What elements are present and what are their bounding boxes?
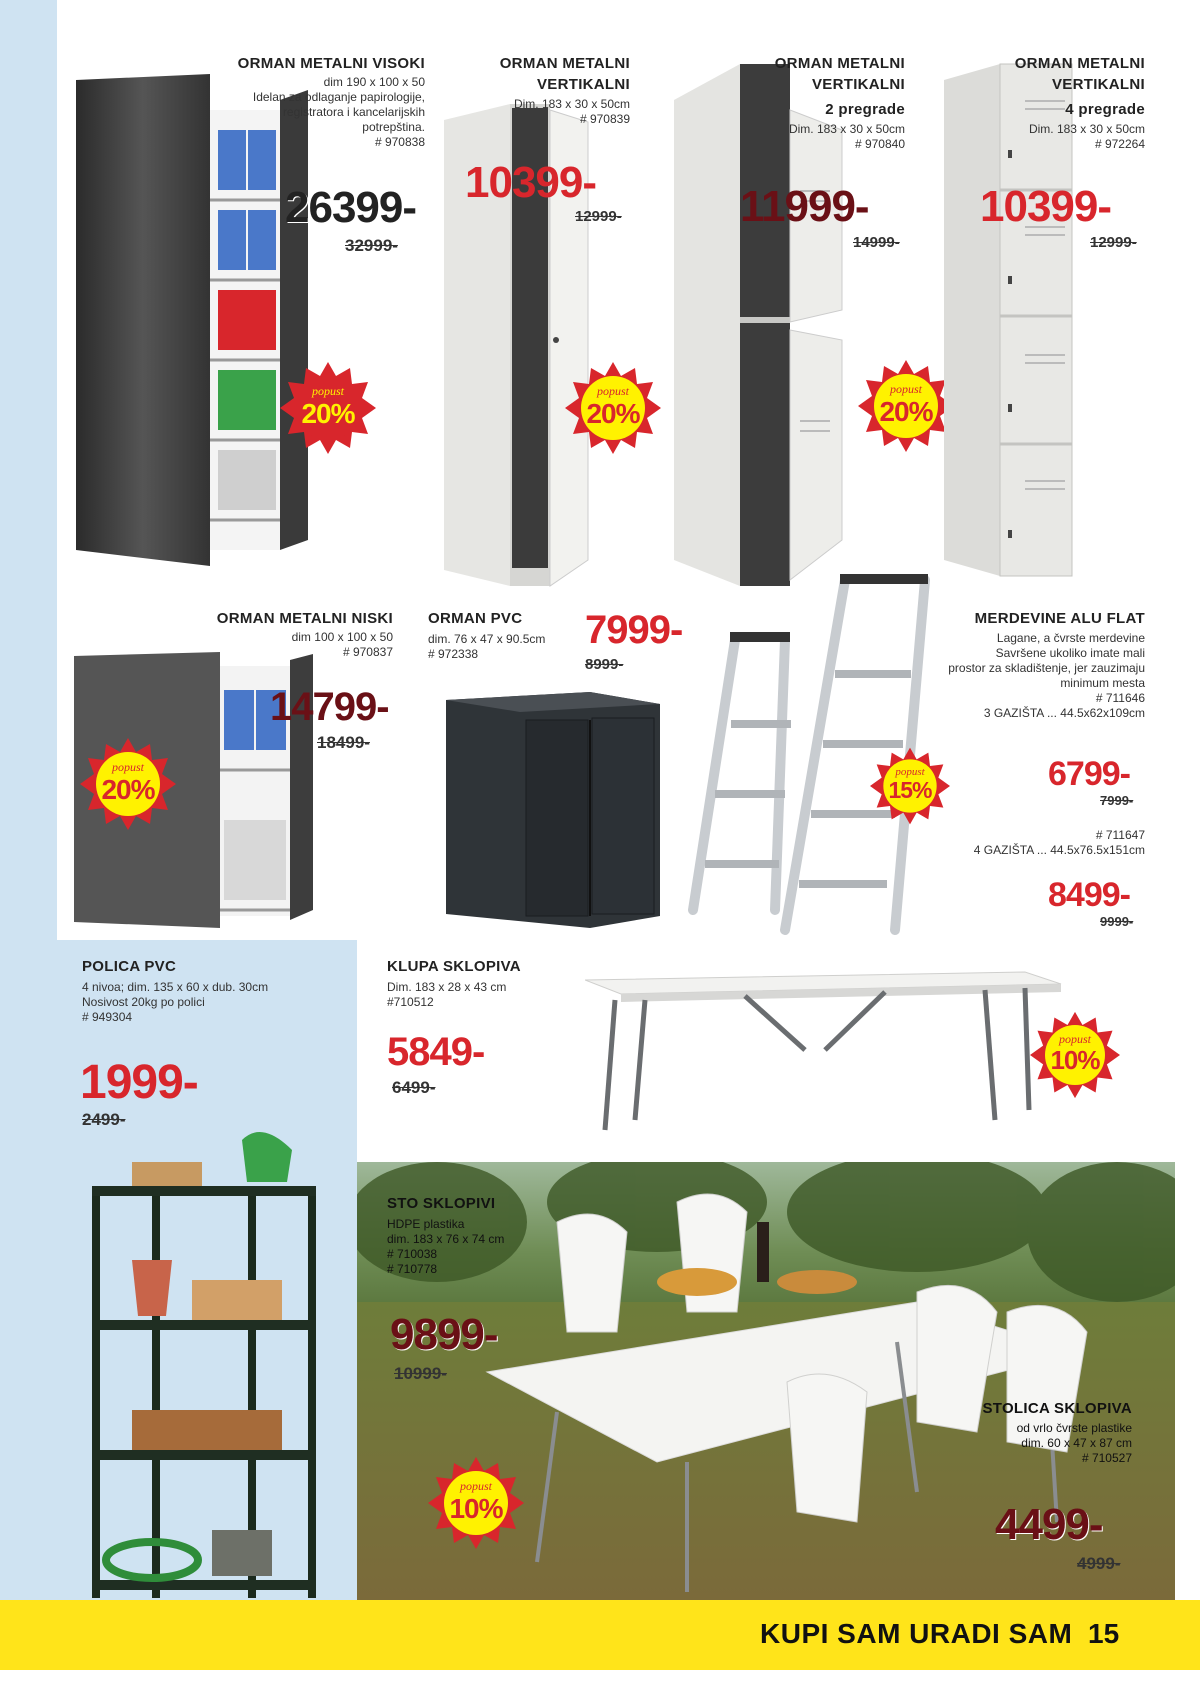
desc-line: # 970838: [374, 135, 425, 149]
desc-line: #710512: [387, 995, 434, 1009]
product-title: STOLICA SKLOPIVA: [982, 1400, 1132, 1417]
product-price: 26399-: [285, 183, 417, 232]
product-price: 1999-: [80, 1056, 198, 1109]
discount-badge: [280, 360, 376, 456]
product-code: # 711647: [1095, 828, 1145, 842]
polica-image: [72, 1120, 322, 1600]
desc-line: Dim. 183 x 28 x 43 cm: [387, 980, 507, 994]
product-description: [860, 828, 1145, 858]
product-old-price: 12999-: [1090, 234, 1137, 251]
badge-label: popust: [311, 384, 344, 398]
product-description: [428, 632, 545, 662]
product-description: [387, 980, 506, 1010]
klupa-image: [585, 970, 1065, 1140]
desc-line: dim 100 x 100 x 50: [291, 630, 393, 644]
badge-percent: 20%: [586, 398, 640, 429]
product-price: 14799-: [270, 685, 389, 729]
desc-line: Lagane, a čvrste merdevine: [996, 631, 1145, 645]
product-title: VERTIKALNI: [812, 76, 905, 93]
product-title: POLICA PVC: [82, 958, 177, 975]
discount-badge: [1030, 1010, 1120, 1100]
discount-badge: [565, 360, 661, 456]
badge-percent: 15%: [888, 777, 932, 803]
desc-line: Nosivost 20kg po polici: [82, 995, 205, 1009]
product-title: KLUPA SKLOPIVA: [387, 958, 521, 975]
badge-percent: 10%: [1050, 1045, 1100, 1075]
footer-slogan: KUPI SAM URADI SAM: [760, 1618, 1073, 1649]
desc-line: minimum mesta: [1060, 676, 1145, 690]
product-price: 5849-: [387, 1030, 485, 1074]
desc-line: dim. 60 x 47 x 87 cm: [1021, 1436, 1132, 1450]
desc-line: # 710038: [387, 1247, 438, 1261]
desc-line: registratora i kancelarijskih: [282, 105, 425, 119]
desc-line: dim. 76 x 47 x 90.5cm: [428, 632, 546, 646]
product-title: ORMAN METALNI NISKI: [216, 610, 393, 627]
desc-line: prostor za skladištenje, jer zauzimaju: [948, 661, 1145, 675]
product-description: [940, 122, 1145, 152]
desc-line: 4 nivoa; dim. 135 x 60 x dub. 30cm: [82, 980, 269, 994]
badge-label: popust: [596, 384, 629, 398]
badge-label: popust: [111, 760, 144, 774]
desc-line: # 972338: [428, 647, 479, 661]
bottom-margin: [0, 1670, 1200, 1698]
product-title: ORMAN METALNI: [774, 55, 905, 72]
product-old-price: 4999-: [1077, 1554, 1121, 1573]
badge-label: popust: [459, 1479, 492, 1493]
desc-line: Dim. 183 x 30 x 50cm: [1028, 122, 1145, 136]
badge-percent: 10%: [449, 1493, 503, 1524]
product-price: 4499-: [995, 1500, 1103, 1549]
desc-line: Dim. 183 x 30 x 50cm: [513, 97, 630, 111]
badge-percent: 20%: [101, 774, 155, 805]
desc-line: # 710527: [1081, 1451, 1132, 1465]
product-price: 11999-: [740, 182, 869, 231]
product-description: [150, 75, 425, 150]
product-old-price: 7999-: [1100, 793, 1134, 808]
product-subtitle: 4 pregrade: [1065, 101, 1145, 118]
badge-label: popust: [1058, 1032, 1091, 1046]
product-old-price: 12999-: [575, 208, 622, 225]
side-strip: [0, 0, 57, 1698]
discount-badge: [80, 736, 176, 832]
product-title: VERTIKALNI: [1052, 76, 1145, 93]
product-code: # 711646: [1095, 691, 1145, 705]
product-old-price: 32999-: [345, 236, 398, 255]
desc-line: Dim. 183 x 30 x 50cm: [788, 122, 905, 136]
desc-line: Idelan za odlaganje papirologije,: [252, 90, 425, 104]
variant-desc: 3 GAZIŠTA ... 44.5x62x109cm: [983, 706, 1145, 720]
desc-line: # 949304: [82, 1010, 133, 1024]
product-old-price: 2499-: [82, 1110, 126, 1129]
product-price: 10399-: [980, 182, 1112, 231]
desc-line: od vrlo čvrste plastike: [1016, 1421, 1132, 1435]
product-description: [150, 630, 393, 660]
product-old-price: 9999-: [1100, 914, 1134, 929]
product-old-price: 6499-: [392, 1078, 436, 1097]
product-title: ORMAN METALNI: [1014, 55, 1145, 72]
product-price: 9899-: [390, 1310, 498, 1359]
page-number: 15: [1088, 1618, 1120, 1649]
product-title: ORMAN METALNI: [499, 55, 630, 72]
desc-line: # 710778: [387, 1262, 438, 1276]
product-title: MERDEVINE ALU FLAT: [974, 610, 1145, 627]
product-price: 7999-: [585, 608, 683, 652]
discount-badge: [428, 1455, 524, 1551]
badge-label: popust: [895, 766, 925, 778]
desc-line: # 970839: [579, 112, 630, 126]
desc-line: potrepština.: [362, 120, 425, 134]
product-subtitle: 2 pregrade: [825, 101, 905, 118]
desc-line: Savršene ukoliko imate mali: [995, 646, 1145, 660]
product-title: STO SKLOPIVI: [387, 1195, 496, 1212]
badge-percent: 20%: [301, 398, 355, 429]
discount-badge: [870, 746, 950, 826]
desc-line: # 972264: [1094, 137, 1145, 151]
product-old-price: 8999-: [585, 656, 624, 673]
product-old-price: 18499-: [317, 733, 370, 752]
product-title: ORMAN METALNI VISOKI: [237, 55, 425, 72]
product-title: VERTIKALNI: [537, 76, 630, 93]
desc-line: dim 190 x 100 x 50: [323, 75, 425, 89]
variant-desc: 4 GAZIŠTA ... 44.5x76.5x151cm: [973, 843, 1145, 857]
badge-percent: 20%: [879, 396, 933, 427]
product-title: ORMAN PVC: [428, 610, 523, 627]
product-description: [430, 97, 630, 127]
desc-line: # 970837: [342, 645, 393, 659]
product-old-price: 10999-: [394, 1364, 447, 1383]
product-description: [900, 1421, 1132, 1466]
product-price: 6799-: [1048, 755, 1130, 793]
desc-line: HDPE plastika: [387, 1217, 465, 1231]
product-old-price: 14999-: [853, 234, 900, 251]
badge-label: popust: [889, 382, 922, 396]
product-description: [860, 631, 1145, 721]
product-description: [82, 980, 268, 1025]
orman-pvc-image: [440, 690, 665, 930]
desc-line: # 970840: [854, 137, 905, 151]
product-description: [700, 122, 905, 152]
desc-line: dim. 183 x 76 x 74 cm: [387, 1232, 505, 1246]
product-description: [387, 1217, 504, 1277]
product-price: 8499-: [1048, 876, 1130, 914]
product-price: 10399-: [465, 158, 597, 207]
